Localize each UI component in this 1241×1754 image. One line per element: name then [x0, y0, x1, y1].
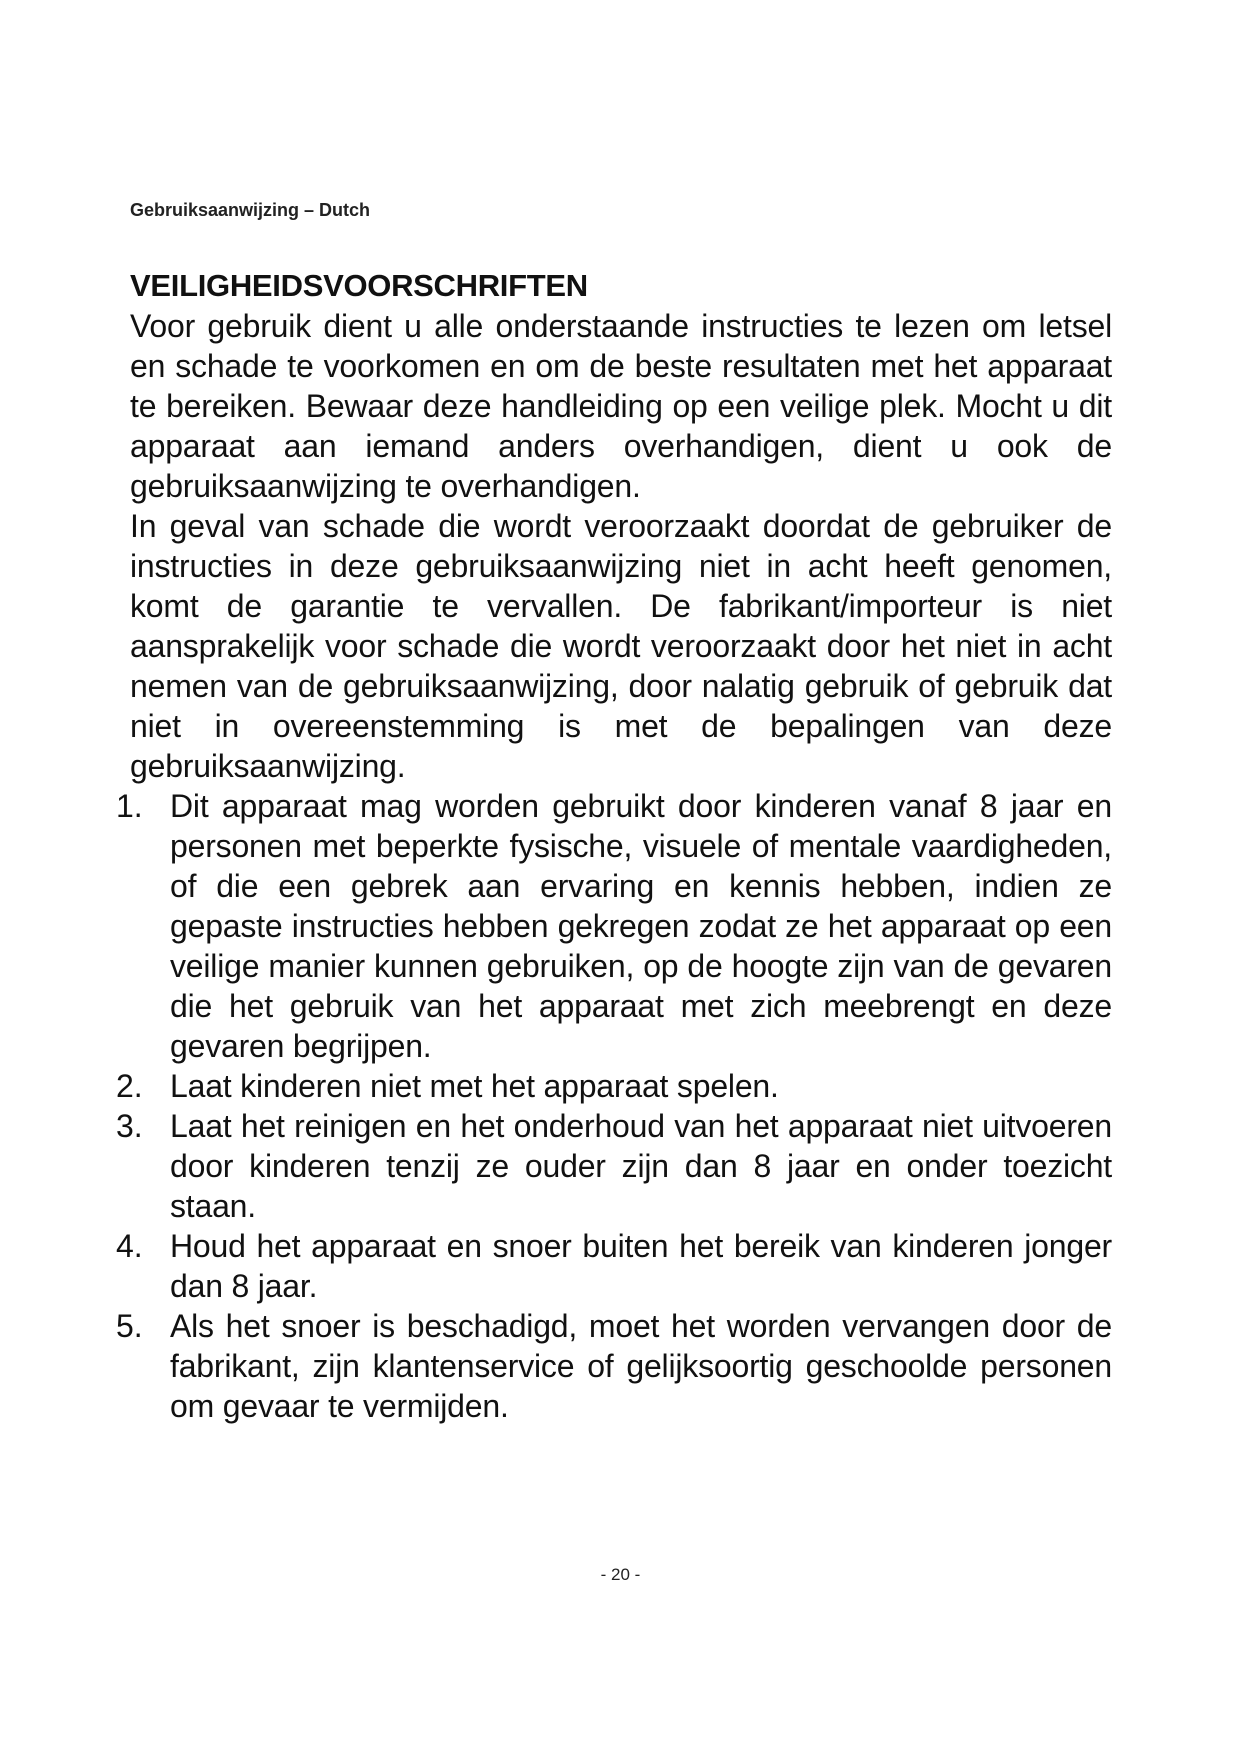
section-title: VEILIGHEIDSVOORSCHRIFTEN — [130, 268, 588, 303]
list-item-number: 2. — [116, 1068, 143, 1104]
list-item — [116, 1106, 1112, 1226]
list-item-text: Houd het apparaat en snoer buiten het bereik van kinderen jonger dan 8 jaar. — [170, 1228, 1112, 1304]
list-item — [116, 1066, 1112, 1106]
list-item-text: Laat het reinigen en het onderhoud van het apparaat niet uitvoeren door kinderen tenzij ze ouder zijn dan 8 jaar en onder toezicht staan. — [170, 1108, 1112, 1224]
list-item-text: Als het snoer is beschadigd, moet het worden vervangen door de fabrikant, zijn klantenservice of gelijksoortig geschoolde personen om gevaar te vermijden. — [170, 1308, 1112, 1424]
safety-list — [116, 786, 1112, 1426]
list-item — [116, 786, 1112, 1066]
list-item — [116, 1306, 1112, 1426]
list-item-number: 5. — [116, 1308, 143, 1344]
list-item-number: 4. — [116, 1228, 143, 1264]
list-item-text: Dit apparaat mag worden gebruikt door kinderen vanaf 8 jaar en personen met beperkte fysische, visuele of mentale vaardigheden, of die een gebrek aan ervaring en kennis hebben, indien ze gepaste instructies hebben gekregen zodat ze het apparaat op een veilige manier kunnen gebruiken, op de hoogte zijn van de gevaren die het gebruik van het apparaat met zich meebrengt en deze gevaren begrijpen. — [170, 788, 1112, 1064]
list-item — [116, 1226, 1112, 1306]
page-number: - 20 - — [600, 1565, 641, 1584]
list-item-text: Laat kinderen niet met het apparaat spelen. — [170, 1068, 779, 1104]
intro-paragraph: Voor gebruik dient u alle onderstaande instructies te lezen om letsel en schade te voorkomen en om de beste resultaten met het apparaat te bereiken. Bewaar deze handleiding op een veilige plek. Mocht u dit apparaat aan iemand anders overhandigen, dient u ook de gebruiksaanwijzing te overhandigen. — [130, 308, 1112, 504]
document-header-label: Gebruiksaanwijzing – Dutch — [130, 200, 371, 220]
list-item-number: 3. — [116, 1108, 143, 1144]
liability-paragraph: In geval van schade die wordt veroorzaakt doordat de gebruiker de instructies in deze gebruiksaanwijzing niet in acht heeft genomen, komt de garantie te vervallen. De fabrikant/importeur is niet aansprakelijk voor schade die wordt veroorzaakt door het niet in acht nemen van de gebruiksaanwijzing, door nalatig gebruik of gebruik dat niet in overeenstemming is met de bepalingen van deze gebruiksaanwijzing. — [130, 508, 1112, 784]
document-content — [116, 266, 1112, 1426]
list-item-number: 1. — [116, 788, 143, 824]
